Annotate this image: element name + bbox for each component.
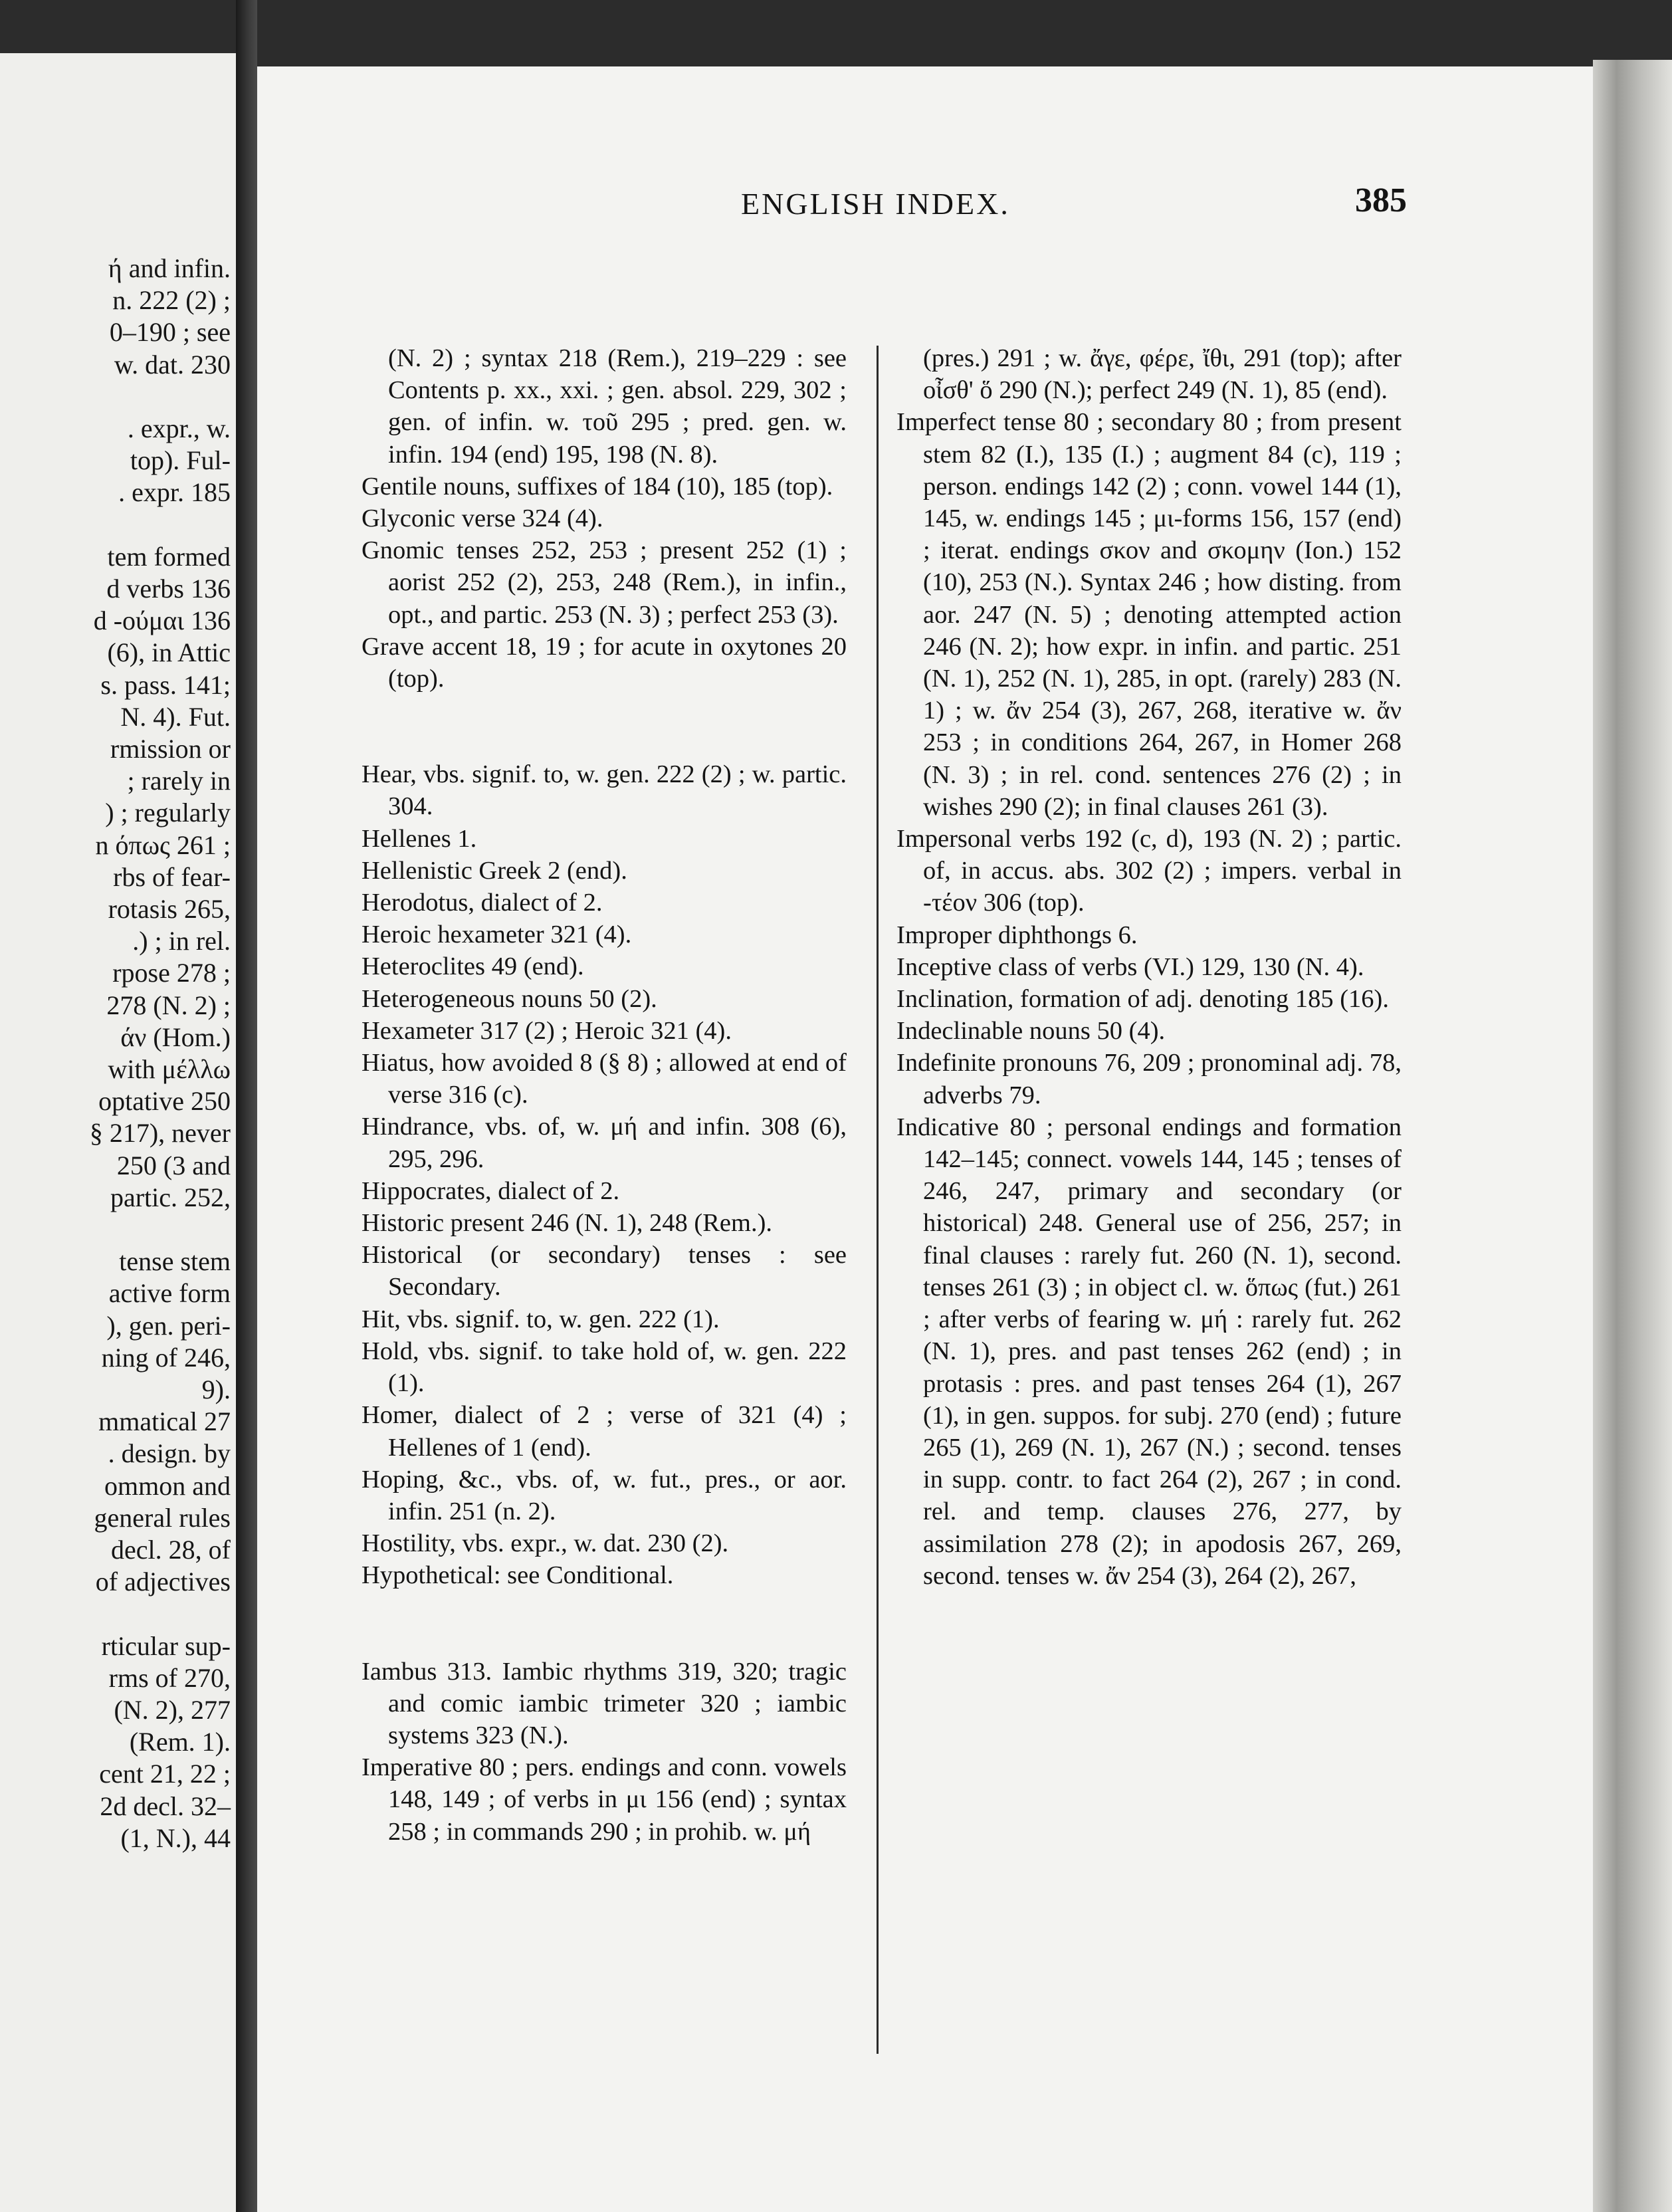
index-entry: Hiatus, how avoided 8 (§ 8) ; allowed at end of verse 316 (c). bbox=[362, 1049, 847, 1109]
index-entry: Hippocrates, dialect of 2. bbox=[362, 1176, 620, 1205]
fragment-line: top). Ful- bbox=[130, 445, 231, 476]
fragment-line: N. 4). Fut. bbox=[120, 701, 231, 732]
fragment-line: rticular sup- bbox=[101, 1630, 231, 1661]
index-block-i bbox=[362, 1656, 847, 1848]
fragment-line: active form bbox=[108, 1278, 231, 1309]
index-entry: Hellenes 1. bbox=[362, 824, 477, 853]
fragment-line: n. 222 (2) ; bbox=[112, 285, 231, 316]
index-entry: Grave accent 18, 19 ; for acute in oxytones 20 (top). bbox=[362, 632, 847, 693]
fragment-line: (Rem. 1). bbox=[129, 1727, 231, 1757]
index-entry: Inceptive class of verbs (VI.) 129, 130 (N. 4). bbox=[896, 952, 1364, 981]
fragment-line: optative 250 bbox=[98, 1086, 231, 1117]
index-entry: Hostility, vbs. expr., w. dat. 230 (2). bbox=[362, 1529, 729, 1558]
fragment-line: (1, N.), 44 bbox=[120, 1823, 231, 1853]
index-entry: Imperative 80 ; pers. endings and conn. vowels 148, 149 ; of verbs in μι 156 (end) ; syntax 258 ; in commands 290 ; in prohib. w. μή bbox=[362, 1753, 847, 1846]
index-entry: (pres.) 291 ; w. ἄγε, φέρε, ἴθι, 291 (top); after οἶσθ' ὅ 290 (N.); perfect 249 (N. 1), 85 (end). bbox=[923, 344, 1402, 405]
fragment-line: ή and infin. bbox=[108, 253, 231, 283]
fragment-line: rotasis 265, bbox=[108, 894, 231, 924]
index-entry: Heroic hexameter 321 (4). bbox=[362, 921, 632, 949]
index-entry: Historic present 246 (N. 1), 248 (Rem.). bbox=[362, 1209, 773, 1238]
index-column-left bbox=[362, 342, 847, 1848]
column-divider bbox=[877, 346, 879, 2054]
fragment-line: n όπως 261 ; bbox=[95, 830, 231, 860]
fragment-line: 2d decl. 32– bbox=[100, 1791, 231, 1821]
fragment-line: tem formed bbox=[107, 541, 231, 572]
index-entry: Hit, vbs. signif. to, w. gen. 222 (1). bbox=[362, 1305, 720, 1333]
index-block-g bbox=[362, 342, 847, 695]
fragment-line: rms of 270, bbox=[108, 1662, 231, 1693]
page-header bbox=[257, 181, 1407, 226]
index-entry: Hold, vbs. signif. to take hold of, w. gen. 222 (1). bbox=[362, 1337, 847, 1398]
previous-page-fragment bbox=[0, 53, 236, 2212]
fragment-line: mmatical 27 bbox=[98, 1406, 231, 1437]
fragment-line: άν (Hom.) bbox=[120, 1022, 231, 1052]
fragment-line: d -ούμαι 136 bbox=[93, 606, 231, 636]
index-entry: Herodotus, dialect of 2. bbox=[362, 889, 603, 917]
index-block-h bbox=[362, 758, 847, 1591]
fragment-line: general rules bbox=[94, 1502, 231, 1533]
fragment-line: (6), in Attic bbox=[107, 637, 231, 668]
index-entry: Hindrance, vbs. of, w. μή and infin. 308 (6), 295, 296. bbox=[362, 1113, 847, 1173]
index-entry: Indeclinable nouns 50 (4). bbox=[896, 1017, 1166, 1046]
fragment-line: partic. 252, bbox=[110, 1182, 231, 1212]
index-entry: Homer, dialect of 2 ; verse of 321 (4) ; Hellenes of 1 (end). bbox=[362, 1401, 847, 1462]
fragment-line: . expr., w. bbox=[127, 413, 231, 443]
fragment-line: ) ; regularly bbox=[105, 798, 231, 828]
fragment-line: ), gen. peri- bbox=[106, 1310, 231, 1341]
index-entry: Impersonal verbs 192 (c, d), 193 (N. 2) ; partic. of, in accus. abs. 302 (2) ; impers. verbal in -τέον 306 (top). bbox=[896, 825, 1402, 917]
book-gutter bbox=[236, 0, 257, 2212]
section-gap bbox=[362, 695, 847, 758]
index-entry: (N. 2) ; syntax 218 (Rem.), 219–229 : see Contents p. xx., xxi. ; gen. absol. 229, 302 ; gen. of infin. w. τοῦ 295 ; pred. gen. w. infin. 194 (end) 195, 198 (N. 8). bbox=[388, 344, 847, 469]
section-gap bbox=[362, 1592, 847, 1656]
index-entry: Hoping, &c., vbs. of, w. fut., pres., or aor. infin. 251 (n. 2). bbox=[362, 1465, 847, 1525]
fragment-line: with μέλλω bbox=[108, 1054, 231, 1084]
fragment-line: decl. 28, of bbox=[111, 1535, 231, 1565]
fragment-line: cent 21, 22 ; bbox=[99, 1759, 231, 1789]
index-entry: Hear, vbs. signif. to, w. gen. 222 (2) ; w. partic. 304. bbox=[362, 760, 847, 821]
index-entry: Historical (or secondary) tenses : see Secondary. bbox=[362, 1241, 847, 1301]
fragment-line: rpose 278 ; bbox=[112, 958, 231, 988]
index-entry: Indicative 80 ; personal endings and formation 142–145; connect. vowels 144, 145 ; tenses of 246, 247, primary and secondary (or historical) 248. General use of 256, 257; in final clauses : rarely fut. 260 (N. 1), second. tenses 261 (3) ; in object cl. w. ὅπως (fut.) 261 ; after verbs of fearing w. μή : rarely fut. 262 (N. 1), pres. and past tenses 262 (end) ; in protasis : pres. and past tenses 264 (1), 267 (1), in gen. suppos. for subj. 270 (end) ; future 265 (1), 269 (N. 1), 267 (N.) ; second. tenses in supp. contr. to fact 264 (2), 267 ; in cond. rel. and temp. clauses 276, 277, by assimilation 278 (2); in apodosis 267, 269, second. tenses w. ἄν 254 (3), 264 (2), 267, bbox=[896, 1113, 1402, 1590]
fragment-line: . expr. 185 bbox=[118, 477, 231, 508]
index-entry: Heteroclites 49 (end). bbox=[362, 952, 584, 981]
index-entry: Iambus 313. Iambic rhythms 319, 320; tragic and comic iambic trimeter 320 ; iambic systems 323 (N.). bbox=[362, 1657, 847, 1749]
index-entry: Gentile nouns, suffixes of 184 (10), 185 (top). bbox=[362, 472, 833, 500]
fragment-line: 0–190 ; see bbox=[109, 317, 231, 348]
running-head: ENGLISH INDEX. bbox=[741, 187, 1010, 221]
fragment-line: 250 (3 and bbox=[116, 1150, 231, 1180]
index-column-right bbox=[896, 342, 1402, 1592]
index-entry: Gnomic tenses 252, 253 ; present 252 (1) ; aorist 252 (2), 253, 248 (Rem.), in infin., opt., and partic. 253 (N. 3) ; perfect 253 (3). bbox=[362, 536, 847, 629]
fragment-line: rmission or bbox=[110, 734, 231, 764]
index-entry: Hypothetical: see Conditional. bbox=[362, 1561, 674, 1590]
fragment-line: § 217), never bbox=[89, 1118, 231, 1149]
index-entry: Hellenistic Greek 2 (end). bbox=[362, 856, 627, 885]
index-entry: Indefinite pronouns 76, 209 ; pronominal adj. 78, adverbs 79. bbox=[896, 1049, 1402, 1109]
index-entry: Inclination, formation of adj. denoting 185 (16). bbox=[896, 985, 1389, 1014]
fragment-line: (N. 2), 277 bbox=[114, 1695, 231, 1725]
index-entry: Glyconic verse 324 (4). bbox=[362, 504, 603, 533]
fragment-line: .) ; in rel. bbox=[132, 926, 231, 956]
index-entry: Imperfect tense 80 ; secondary 80 ; from present stem 82 (I.), 135 (I.) ; augment 84 (c), 119 ; person. endings 142 (2) ; conn. vowel 144 (1), 145, w. endings 145 ; μι-forms 156, 157 (end) ; iterat. endings σκον and σκομην (Ion.) 152 (10), 253 (N.). Syntax 246 ; how disting. from aor. 247 (N. 5) ; denoting attempted action 246 (N. 2); how expr. in infin. and partic. 251 (N. 1), 252 (N. 1), 285, in opt. (rarely) 283 (N. 1) ; w. ἄν 254 (3), 267, 268, iterative w. ἄν 253 ; in conditions 264, 267, in Homer 268 (N. 3) ; in rel. cond. sentences 276 (2) ; in wishes 290 (2); in final clauses 261 (3). bbox=[896, 408, 1402, 821]
fragment-line: . design. by bbox=[108, 1438, 231, 1469]
fragment-line: of adjectives bbox=[95, 1567, 231, 1597]
index-entry: Hexameter 317 (2) ; Heroic 321 (4). bbox=[362, 1016, 732, 1045]
index-entry: Heterogeneous nouns 50 (2). bbox=[362, 984, 657, 1013]
fragment-line: 9). bbox=[201, 1375, 231, 1404]
fragment-line: 278 (N. 2) ; bbox=[106, 990, 231, 1020]
fragment-line: ommon and bbox=[104, 1470, 231, 1501]
page-number: 385 bbox=[1355, 181, 1407, 219]
index-page bbox=[257, 66, 1593, 2212]
fragment-line: d verbs 136 bbox=[106, 574, 231, 604]
fragment-line: tense stem bbox=[119, 1246, 231, 1277]
fragment-line: w. dat. 230 bbox=[114, 349, 231, 380]
fragment-line: rbs of fear- bbox=[113, 861, 231, 892]
fragment-line: ; rarely in bbox=[127, 766, 231, 796]
index-entry: Improper diphthongs 6. bbox=[896, 921, 1138, 949]
page-edge bbox=[1593, 60, 1672, 2212]
fragment-line: s. pass. 141; bbox=[100, 669, 231, 700]
fragment-line: ning of 246, bbox=[101, 1342, 231, 1373]
